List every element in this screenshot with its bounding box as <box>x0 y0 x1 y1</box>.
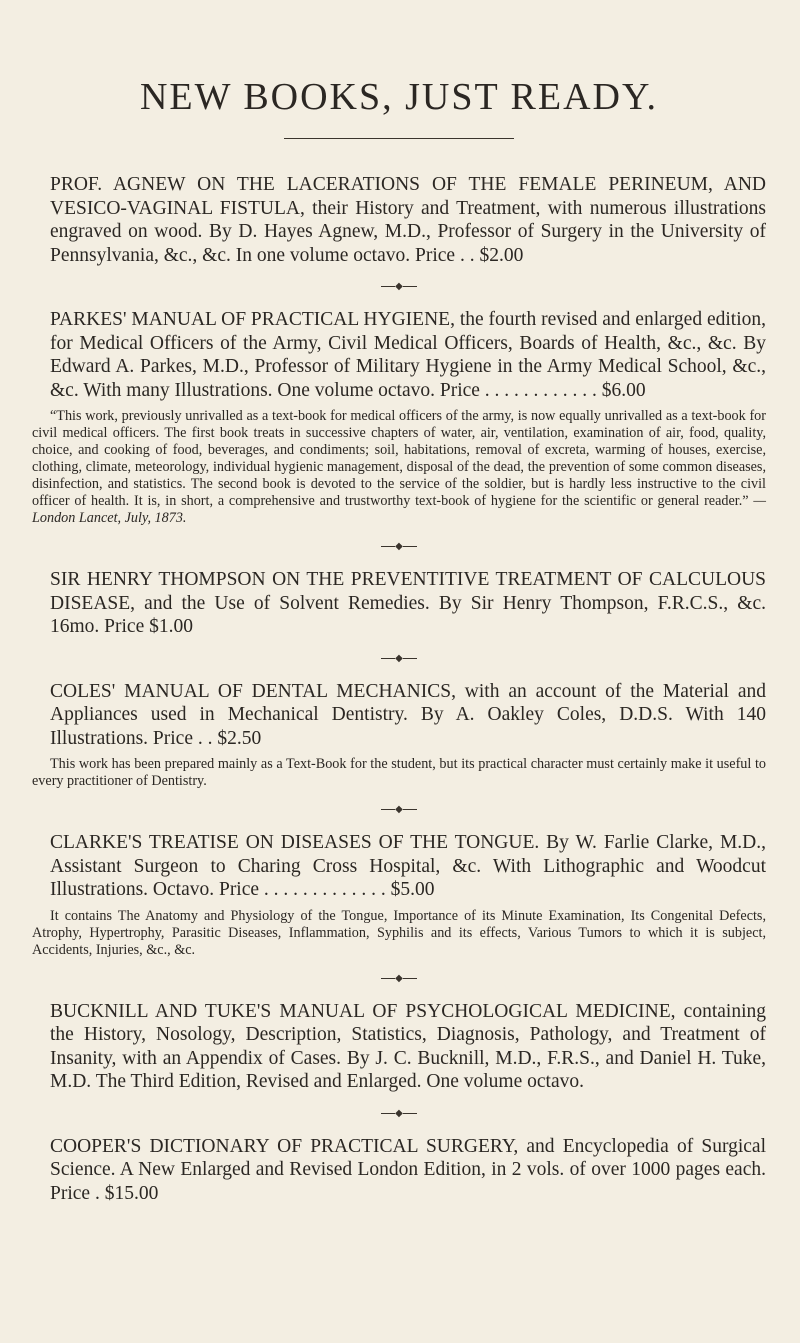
page-title: NEW BOOKS, JUST READY. <box>139 76 659 118</box>
book-entry-coles <box>32 680 766 791</box>
divider-ornament: ◆ <box>32 804 766 815</box>
divider-ornament: ◆ <box>32 541 766 552</box>
book-entry-thompson <box>32 568 766 639</box>
book-entry-bucknill-tuke <box>32 1000 766 1094</box>
entry-text: PROF. AGNEW ON THE LACERATIONS OF THE FEMALE PERINEUM, AND VESICO-VAGINAL FISTULA, their History and Treatment, with numerous illustrations engraved on wood. By D. Hayes Agnew, M.D., Professor of Surgery in the University of Pennsylvania, &c., &c. In one volume octavo. Price . . $2.00 <box>50 174 766 266</box>
book-entry-parkes <box>32 308 766 527</box>
divider-ornament: ◆ <box>32 973 766 984</box>
entry-text: PARKES' MANUAL OF PRACTICAL HYGIENE, the fourth revised and enlarged edition, for Medical Officers of the Army, Civil Medical Officers, Boards of Health, &c., &c. By Edward A. Parkes, M.D., Professor of Military Hygiene in the Army Medical School, &c., &c. With many Illustrations. One volume octavo. Price . . . . . . . . . . . . $6.00 <box>50 309 766 401</box>
entry-text: CLARKE'S TREATISE ON DISEASES OF THE TONGUE. By W. Farlie Clarke, M.D., Assistant Surgeon to Charing Cross Hospital, &c. With Lithographic and Woodcut Illustrations. Octavo. Price . . . . . . . . . . . . . $5.00 <box>50 832 766 900</box>
book-entry-clarke <box>32 831 766 959</box>
entry-text: COOPER'S DICTIONARY OF PRACTICAL SURGERY, and Encyclopedia of Surgical Science. A New Enlarged and Revised London Edition, in 2 vols. of over 1000 pages each. Price . $15.00 <box>50 1135 766 1204</box>
entry-note: It contains The Anatomy and Physiology of the Tongue, Importance of its Minute Examination, Its Congenital Defects, Atrophy, Hypertrophy, Parasitic Diseases, Inflammation, Syphilis and its effects, Various Tumors to which it is subject, Accidents, Injuries, &c., &c. <box>32 907 766 958</box>
entry-text: BUCKNILL AND TUKE'S MANUAL OF PSYCHOLOGICAL MEDICINE, containing the History, Nosology, Description, Statistics, Diagnosis, Pathology, and Treatment of Insanity, with an Appendix of Cases. By J. C. Bucknill, M.D., F.R.S., and Daniel H. Tuke, M.D. The Third Edition, Revised and Enlarged. One volume octavo. <box>50 1000 766 1092</box>
entry-review: “This work, previously unrivalled as a text-book for medical officers of the army, is now equally unrivalled as a text-book for civil medical officers. The first book treats in successive chapters of water, air, ventilation, examination of air, food, quality, choice, and cooking of food, beverages, and condiments; soil, habitations, removal of excreta, warming of houses, exercise, clothing, climate, meteorology, individual hygienic management, disposal of the dead, the prevention of some common diseases, disinfection, and statistics. The second book is devoted to the service of the soldier, but is hardly less instructive to the civil officer of health. It is, in short, a comprehensive and trustworthy text-book of hygiene for the scientific or general reader.” — London Lancet, July, 1873. <box>32 408 767 526</box>
book-entry-agnew <box>32 173 766 267</box>
divider-ornament: ◆ <box>32 1108 766 1119</box>
title-rule <box>284 138 514 139</box>
entry-text: COLES' MANUAL OF DENTAL MECHANICS, with an account of the Material and Appliances used in Mechanical Dentistry. By A. Oakley Coles, D.D.S. With 140 Illustrations. Price . . $2.50 <box>50 680 766 749</box>
book-entry-cooper <box>32 1135 766 1206</box>
divider-ornament: ◆ <box>32 653 766 664</box>
entry-text: SIR HENRY THOMPSON ON THE PREVENTITIVE TREATMENT OF CALCULOUS DISEASE, and the Use of Solvent Remedies. By Sir Henry Thompson, F.R.C.S., &c. 16mo. Price $1.00 <box>50 569 766 637</box>
divider-ornament: ◆ <box>32 281 766 292</box>
entry-note: This work has been prepared mainly as a Text-Book for the student, but its practical character must certainly make it useful to every practitioner of Dentistry. <box>32 756 766 789</box>
